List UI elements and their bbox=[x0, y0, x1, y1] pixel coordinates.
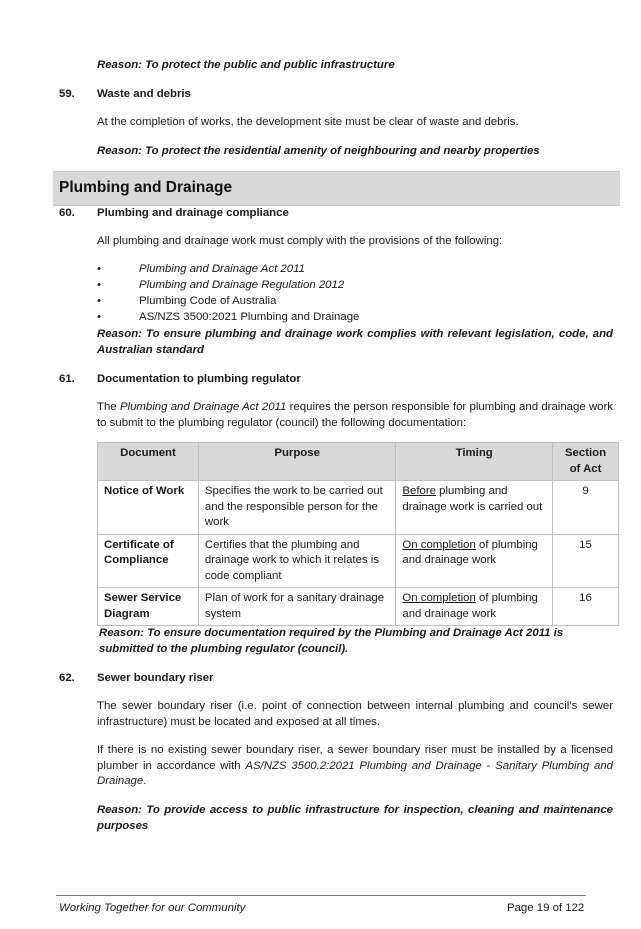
section-cell: 16 bbox=[553, 588, 619, 626]
column-header-document: Document bbox=[98, 443, 199, 481]
condition-title-61: Documentation to plumbing regulator bbox=[97, 373, 301, 385]
timing-cell bbox=[396, 588, 553, 626]
reason-58: Reason: To protect the public and public infrastructure bbox=[97, 59, 395, 71]
timing-text: of plumbing and drainage work bbox=[402, 538, 538, 566]
timing-emphasis: On completion bbox=[402, 592, 476, 604]
list-item bbox=[97, 262, 617, 278]
reason-62: Reason: To provide access to public infrastructure for inspection, cleaning and maintenance purposes bbox=[97, 804, 613, 832]
act-name: Plumbing and Drainage Act 2011 bbox=[119, 401, 287, 413]
condition-title-62: Sewer boundary riser bbox=[97, 672, 214, 684]
page-number: Page 19 of 122 bbox=[507, 902, 585, 914]
standard-name: AS/NZS 3500.2:2021 Plumbing and Drainage - Sanitary Plumbing and Drainage bbox=[97, 759, 614, 787]
timing-text: plumbing and drainage work is carried out bbox=[402, 485, 543, 513]
reason-60: Reason: To ensure plumbing and drainage work complies with relevant legislation, code, and Australian standard bbox=[97, 328, 613, 356]
document-cell: Sewer Service Diagram bbox=[98, 588, 199, 626]
condition-body-62: The sewer boundary riser (i.e. point of connection between internal plumbing and council’s sewer infrastructure) must be located and exposed at all times. bbox=[97, 700, 613, 728]
list-item-text: AS/NZS 3500:2021 Plumbing and Drainage bbox=[139, 311, 360, 323]
condition-body-61 bbox=[97, 400, 613, 431]
list-item-text: Plumbing and Drainage Regulation 2012 bbox=[139, 279, 345, 291]
timing-emphasis: Before bbox=[402, 485, 436, 497]
purpose-cell: Specifies the work to be carried out and the responsible person for the work bbox=[198, 481, 395, 535]
condition-body-60: All plumbing and drainage work must comply with the provisions of the following: bbox=[97, 235, 503, 247]
section-header bbox=[53, 171, 620, 206]
documentation-table bbox=[97, 442, 619, 626]
condition-body-62b bbox=[97, 743, 613, 790]
body-text: The bbox=[97, 401, 120, 413]
reason-59: Reason: To protect the residential amenity of neighbouring and nearby properties bbox=[97, 145, 540, 157]
timing-emphasis: On completion bbox=[402, 538, 476, 551]
table-row bbox=[98, 481, 619, 535]
table-row bbox=[98, 588, 619, 626]
bullet-icon: • bbox=[97, 311, 101, 323]
condition-body-59: At the completion of works, the development site must be clear of waste and debris. bbox=[97, 116, 519, 128]
document-cell: Certificate of Compliance bbox=[98, 534, 199, 588]
condition-title-60: Plumbing and drainage compliance bbox=[97, 207, 289, 219]
list-item bbox=[97, 294, 617, 310]
condition-number-61: 61. bbox=[59, 373, 75, 385]
column-header-section: Section of Act bbox=[553, 443, 619, 481]
column-header-purpose: Purpose bbox=[198, 443, 395, 481]
section-cell: 15 bbox=[553, 534, 619, 588]
legislation-list bbox=[97, 262, 617, 326]
table-row bbox=[98, 534, 619, 588]
reason-61: Reason: To ensure documentation required by the Plumbing and Drainage Act 2011 is submitted to the plumbing regulator (council). bbox=[99, 627, 564, 655]
bullet-icon: • bbox=[97, 295, 101, 307]
footer-motto: Working Together for our Community bbox=[59, 902, 246, 914]
condition-number-62: 62. bbox=[59, 672, 75, 684]
list-item bbox=[97, 310, 617, 326]
section-cell: 9 bbox=[553, 481, 619, 535]
list-item-text: Plumbing Code of Australia bbox=[139, 295, 277, 307]
timing-text: of plumbing and drainage work bbox=[402, 592, 538, 620]
list-item-text: Plumbing and Drainage Act 2011 bbox=[139, 263, 305, 275]
table-header-row bbox=[98, 443, 619, 481]
purpose-cell: Plan of work for a sanitary drainage system bbox=[198, 588, 395, 626]
bullet-icon: • bbox=[97, 263, 101, 275]
timing-cell bbox=[396, 481, 553, 535]
condition-number-59: 59. bbox=[59, 88, 75, 100]
condition-title-59: Waste and debris bbox=[97, 88, 191, 100]
section-title: Plumbing and Drainage bbox=[59, 179, 233, 196]
list-item bbox=[97, 278, 617, 294]
document-cell: Notice of Work bbox=[98, 481, 199, 535]
purpose-cell: Certifies that the plumbing and drainage work to which it relates is code compliant bbox=[198, 534, 395, 588]
timing-cell bbox=[396, 534, 553, 588]
bullet-icon: • bbox=[97, 279, 101, 291]
footer-divider bbox=[56, 895, 586, 896]
body-text: requires the person responsible for plumbing and drainage work to submit to the plumbing regulator (council) the following documentation: bbox=[97, 401, 614, 429]
column-header-timing: Timing bbox=[396, 443, 553, 481]
body-text: . bbox=[143, 775, 147, 787]
body-text: If there is no existing sewer boundary riser, a sewer boundary riser must be installed by a licensed plumber in accordance with bbox=[97, 744, 613, 772]
condition-number-60: 60. bbox=[59, 207, 75, 219]
